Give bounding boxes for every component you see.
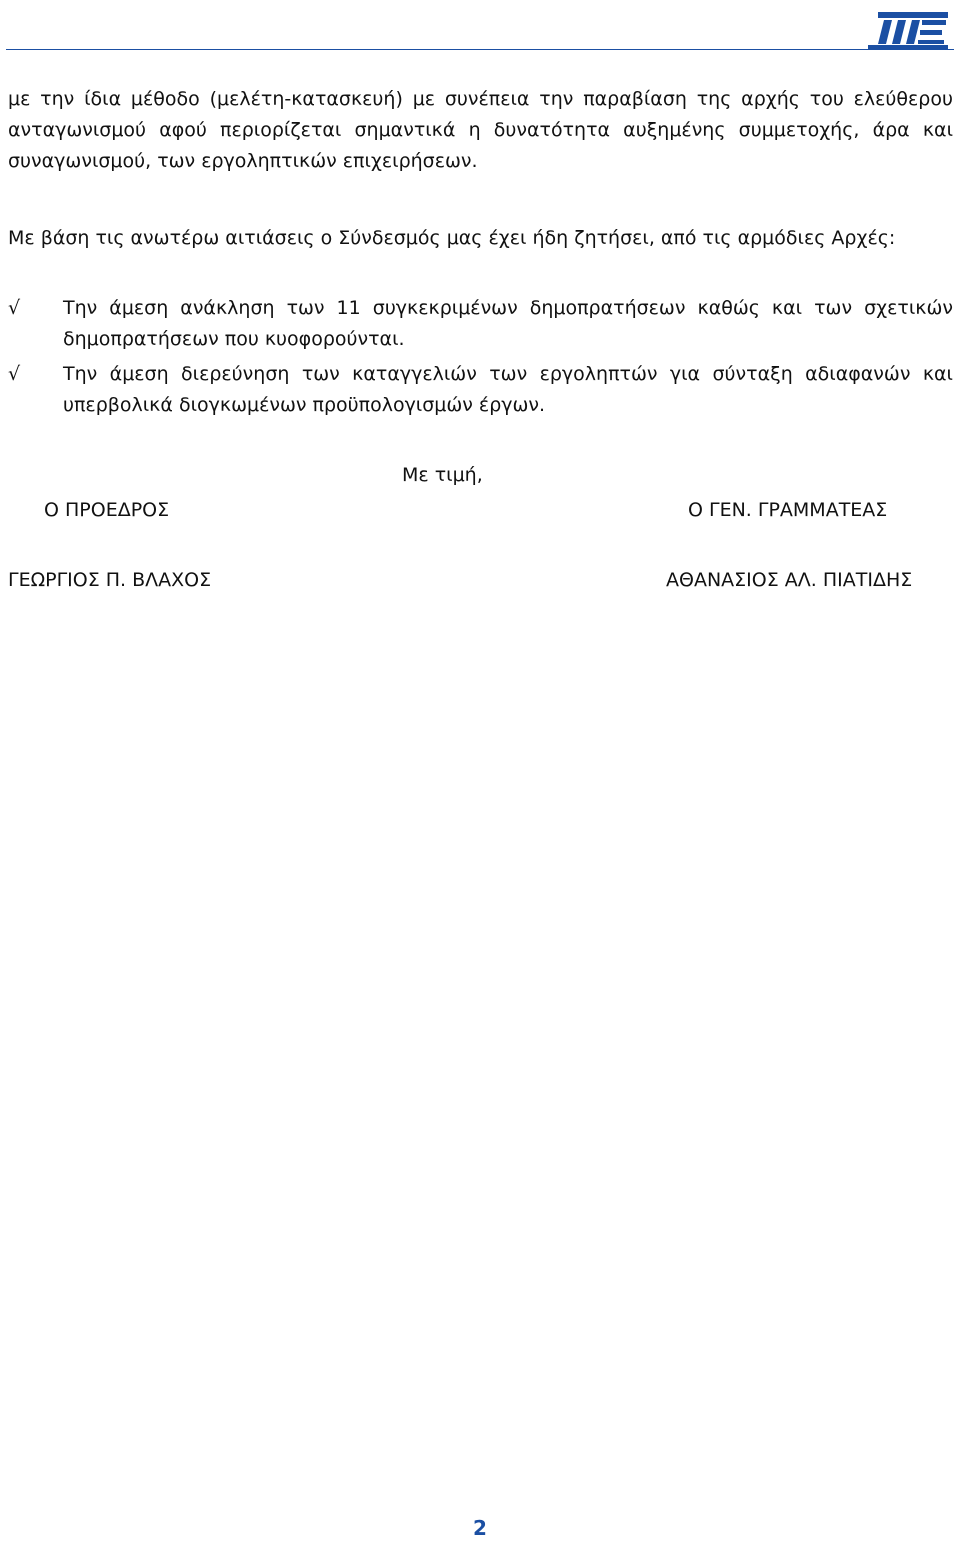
checkmark-icon: √ xyxy=(8,297,21,319)
checkmark-icon: √ xyxy=(8,363,21,385)
body-paragraph-2: Με βάση τις ανωτέρω αιτιάσεις ο Σύνδεσμός μας έχει ήδη ζητήσει, από τις αρμόδιες Αρχές: xyxy=(8,227,896,249)
request-item-text: Την άμεση διερεύνηση των καταγγελιών των εργοληπτών για σύνταξη αδιαφανών και υπερβολικά διογκωμένων προϋπολογισμών έργων. xyxy=(63,363,953,416)
president-title: Ο ΠΡΟΕΔΡΟΣ xyxy=(44,499,170,521)
organization-logo xyxy=(866,10,950,50)
president-name: ΓΕΩΡΓΙΟΣ Π. ΒΛΑΧΟΣ xyxy=(8,569,212,591)
page-number: 2 xyxy=(473,1516,487,1540)
body-paragraph-1: με την ίδια μέθοδο (μελέτη-κατασκευή) με συνέπεια την παραβίαση της αρχής του ελεύθερου ανταγωνισμού αφού περιορίζεται σημαντικά η δυνατότητα αυξημένης συμμετοχής, άρα και συναγωνισμού, των εργοληπτικών επιχειρήσεων. xyxy=(8,88,953,172)
secretary-name: ΑΘΑΝΑΣΙΟΣ ΑΛ. ΠΙΑΤΙΔΗΣ xyxy=(666,569,913,591)
secretary-title: Ο ΓΕΝ. ΓΡΑΜΜΑΤΕΑΣ xyxy=(688,499,888,521)
request-item-text: Την άμεση ανάκληση των 11 συγκεκριμένων δημοπρατήσεων καθώς και των σχετικών δημοπρατήσεων που κυοφορούνται. xyxy=(63,297,953,350)
header-divider xyxy=(6,49,954,50)
closing-salutation: Με τιμή, xyxy=(402,464,483,486)
